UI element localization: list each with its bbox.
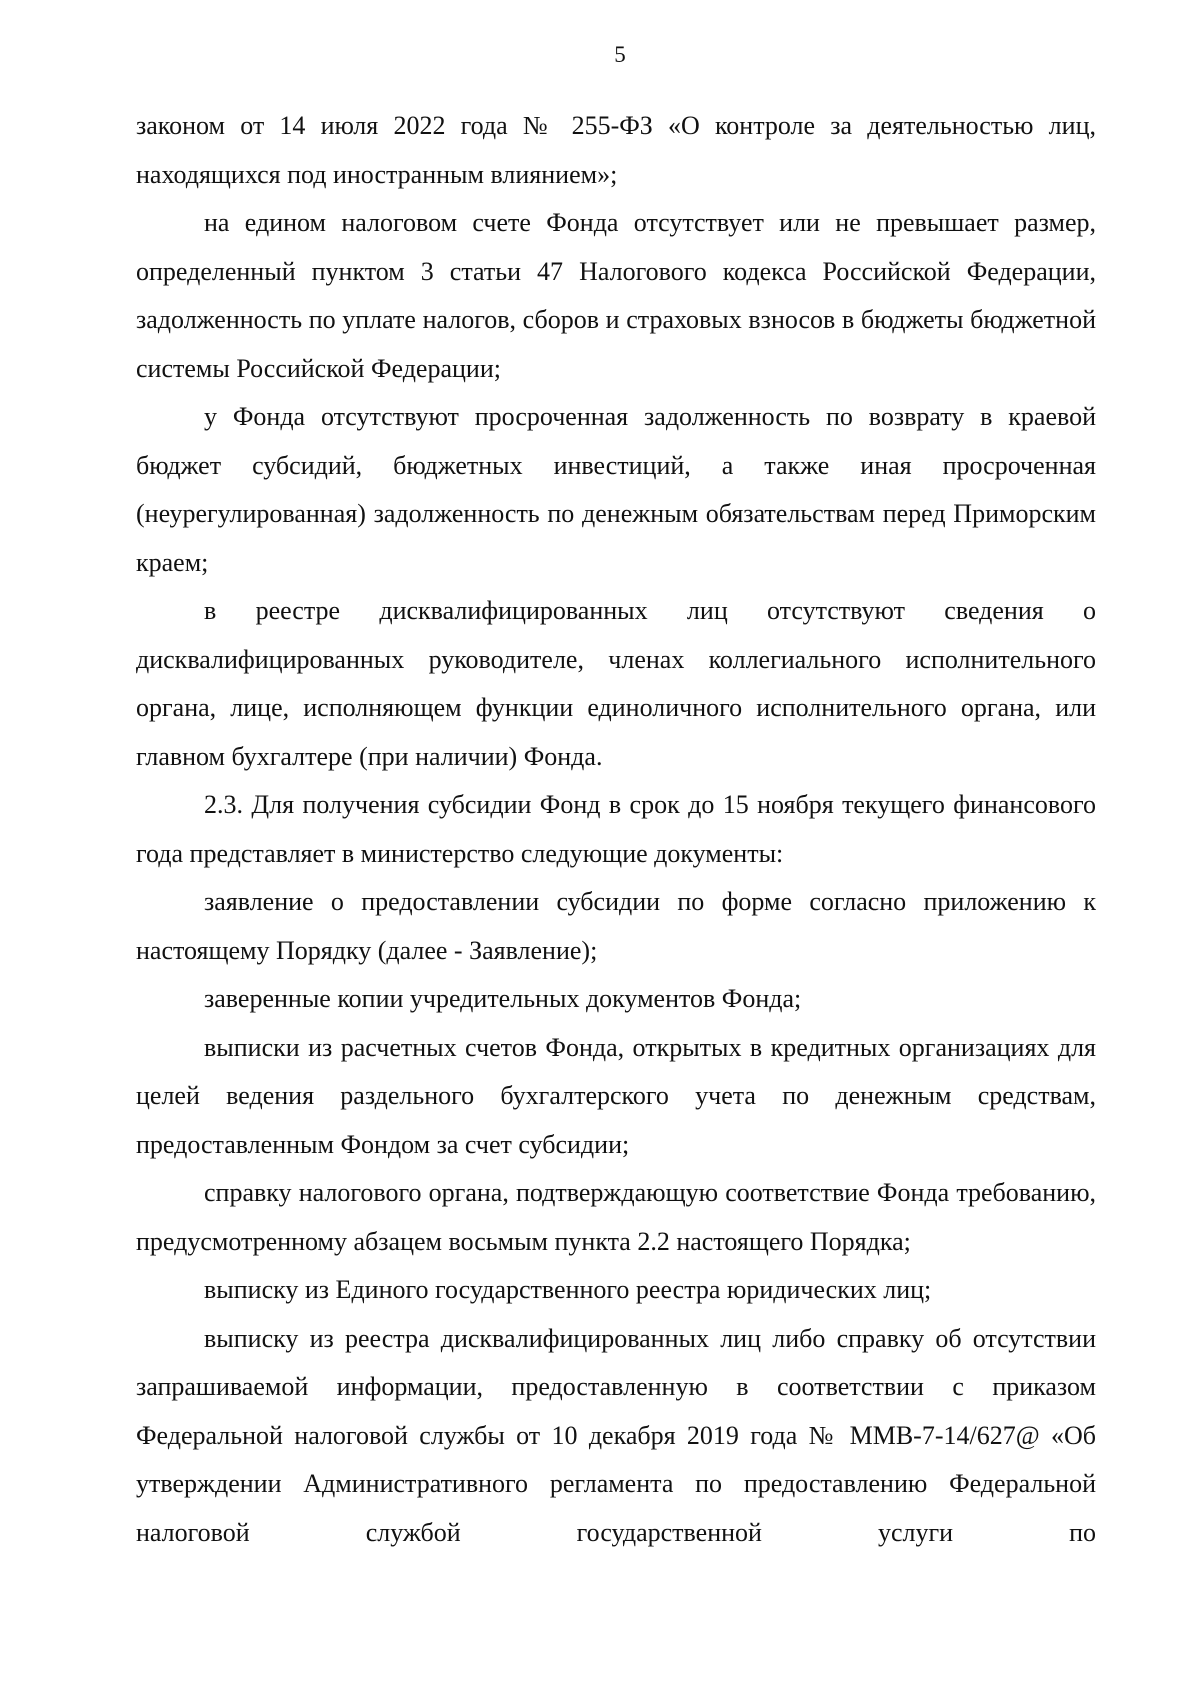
paragraph-1: законом от 14 июля 2022 года № 255-ФЗ «О контроле за деятельностью лиц, находящихся под иностранным влиянием»; xyxy=(136,111,1096,189)
paragraph-10: выписку из Единого государственного реестра юридических лиц; xyxy=(204,1275,932,1304)
paragraph-5: 2.3. Для получения субсидии Фонд в срок до 15 ноября текущего финансового года представляет в министерство следующие документы: xyxy=(136,790,1096,868)
page-number: 5 xyxy=(614,42,626,67)
paragraph-3: у Фонда отсутствуют просроченная задолженность по возврату в краевой бюджет субсидий, бюджетных инвестиций, а также иная просроченная (неурегулированная) задолженность по денежным обязательствам перед Приморским краем; xyxy=(136,402,1096,577)
paragraph-11: выписку из реестра дисквалифицированных лиц либо справку об отсутствии запрашиваемой информации, предоставленную в соответствии с приказом Федеральной налоговой службы от 10 декабря 2019 года № ММВ-7-14/627@ «Об утверждении Административного регламента по предоставлению Федеральной налоговой службой государственной услуги по xyxy=(136,1323,1096,1547)
paragraph-2: на едином налоговом счете Фонда отсутствует или не превышает размер, определенный пунктом 3 статьи 47 Налогового кодекса Российской Федерации, задолженность по уплате налогов, сборов и страховых взносов в бюджеты бюджетной системы Российской Федерации; xyxy=(136,208,1096,383)
paragraph-8: выписки из расчетных счетов Фонда, открытых в кредитных организациях для целей ведения раздельного бухгалтерского учета по денежным средствам, предоставленным Фондом за счет субсидии; xyxy=(136,1032,1096,1159)
paragraph-7: заверенные копии учредительных документов Фонда; xyxy=(204,984,802,1013)
paragraph-9: справку налогового органа, подтверждающую соответствие Фонда требованию, предусмотренному абзацем восьмым пункта 2.2 настоящего Порядка; xyxy=(136,1178,1096,1256)
paragraph-4: в реестре дисквалифицированных лиц отсутствуют сведения о дисквалифицированных руководителе, членах коллегиального исполнительного органа, лице, исполняющем функции единоличного исполнительного органа, или главном бухгалтере (при наличии) Фонда. xyxy=(136,596,1096,771)
document-body xyxy=(136,102,1096,1557)
paragraph-6: заявление о предоставлении субсидии по форме согласно приложению к настоящему Порядку (далее - Заявление); xyxy=(136,887,1096,965)
